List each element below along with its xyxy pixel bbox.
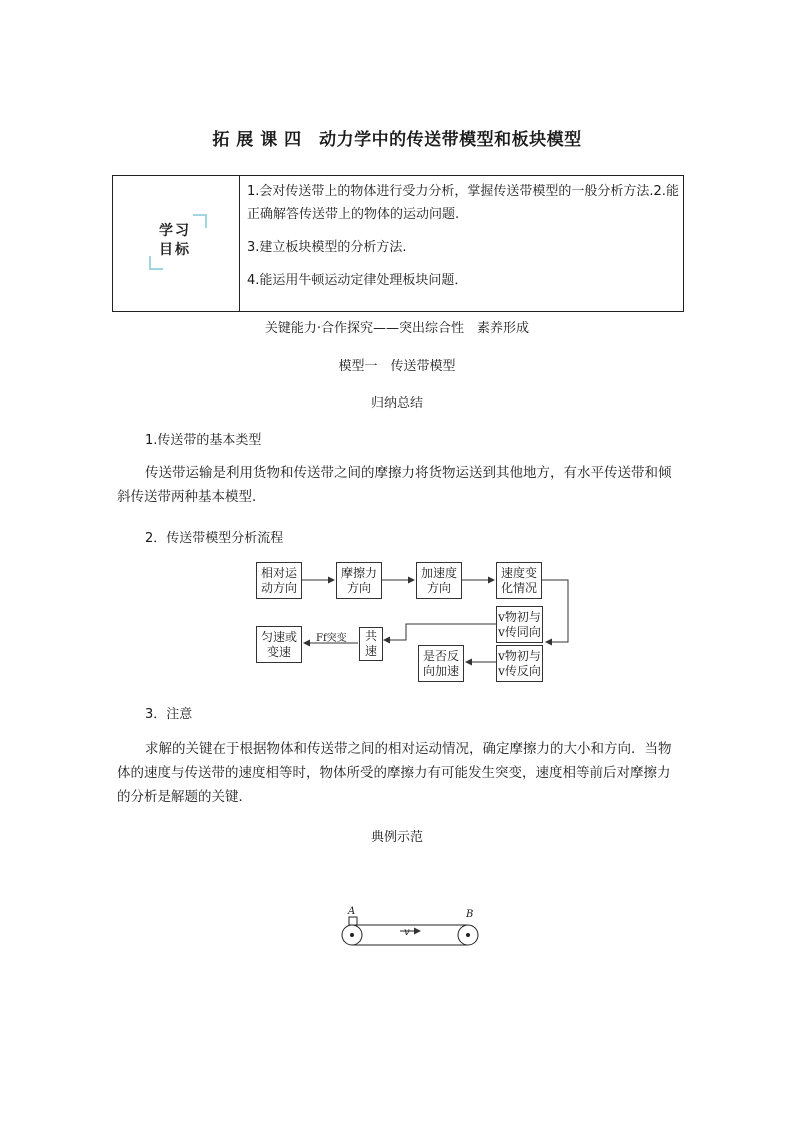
- flow-arrow-label: Ff突变: [316, 633, 347, 644]
- label-a: A: [348, 906, 356, 917]
- flow-box-same-direction: v物初与 v传同向: [496, 606, 543, 643]
- heading-2: 2．传送带模型分析流程: [145, 531, 284, 546]
- model-title: 模型一 传送带模型: [338, 359, 456, 374]
- paragraph-3: 求解的关键在于根据物体和传送带之间的相对运动情况，确定摩擦力的大小和方向．当物体的速度与传送带的速度相等时，物体所受的摩擦力有可能发生突变，速度相等前后对摩擦力的分析是解题的关键．: [117, 741, 672, 805]
- heading-3: 3．注意: [145, 707, 193, 722]
- flow-box-relative-motion: 相对运 动方向: [256, 562, 302, 599]
- badge-line-1: 学习: [159, 223, 191, 239]
- heading-1: 1.传送带的基本类型: [145, 433, 262, 448]
- example-title: 典例示范: [370, 830, 423, 845]
- flow-box-velocity-change: 速度变 化情况: [496, 562, 542, 599]
- flow-box-friction: 摩擦力 方向: [336, 562, 382, 599]
- label-b: B: [466, 909, 474, 920]
- objective-item: 4.能运用牛顿运动定律处理板块问题．: [247, 273, 468, 288]
- label-v: v: [404, 927, 410, 938]
- conveyor-figure: [338, 902, 486, 948]
- badge-line-2: 目标: [159, 242, 191, 258]
- objective-item: 3.建立板块模型的分析方法.: [247, 240, 407, 255]
- flow-box-opposite-direction: v物初与 v传反向: [496, 645, 543, 682]
- page-title: 拓 展 课 四 动力学中的传送带模型和板块模型: [212, 130, 582, 150]
- objective-item: 1.会对传送带上的物体进行受力分析，掌握传送带模型的一般分析方法.2.能正确解答传送带上的物体的运动问题.: [247, 184, 679, 222]
- paragraph-1: 传送带运输是利用货物和传送带之间的摩擦力将货物运送到其他地方，有水平传送带和倾斜传送带两种基本模型．: [117, 465, 672, 505]
- arrow-5-8: [384, 624, 496, 640]
- flow-box-uniform-or-variable: 匀速或 变速: [256, 626, 302, 663]
- flow-box-common-speed: 共 速: [359, 627, 383, 661]
- arrow-4-loop: [542, 580, 568, 642]
- section-header: 关键能力·合作探究——突出综合性 素养形成: [264, 321, 530, 336]
- flow-box-acceleration: 加速度 方向: [416, 562, 462, 599]
- block-a: [349, 917, 357, 925]
- summary-title: 归纳总结: [370, 396, 423, 411]
- flow-box-reverse-accel: 是否反 向加速: [418, 645, 464, 682]
